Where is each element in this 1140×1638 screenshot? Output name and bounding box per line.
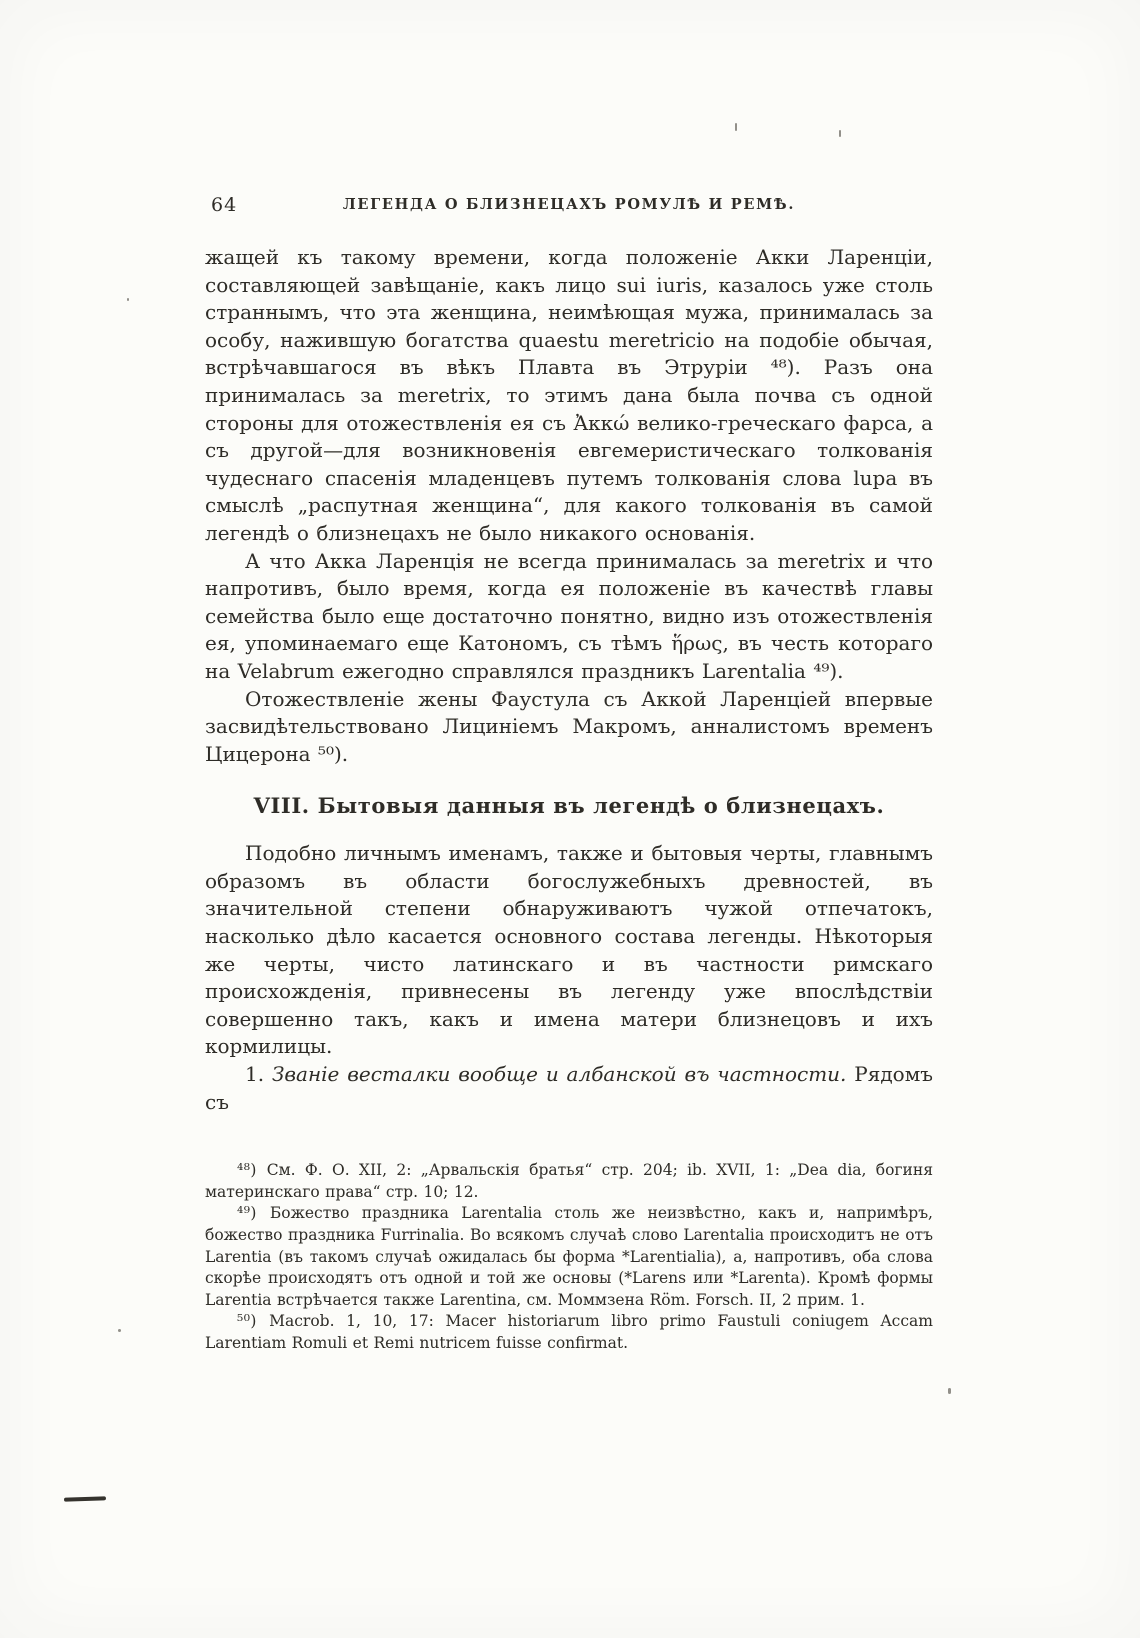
- page-header: [205, 192, 933, 222]
- scan-speck: [127, 298, 129, 301]
- scan-speck: [839, 130, 841, 137]
- footnote: [205, 1311, 933, 1354]
- item-italic-lead: Званіе весталки вообще и албанской въ частности.: [271, 1062, 847, 1087]
- item-number: 1.: [245, 1062, 272, 1087]
- section-heading: VIII. Бытовыя данныя въ легендѣ о близнецахъ.: [253, 793, 885, 819]
- footnote: [205, 1160, 933, 1203]
- text-block: [205, 192, 933, 1355]
- scan-speck: [948, 1388, 951, 1394]
- footnote-text: Божество праздника Larentalia столь же неизвѣстно, какъ и, напримѣръ, божество праздника Furrinalia. Во всякомъ случаѣ слово Larentalia происходитъ не отъ Larentia (въ такомъ случаѣ ожидалась бы форма *Larentialia), а, напротивъ, оба слова скорѣе происходятъ отъ одной и той же основы (*Larens или *Larenta). Кромѣ формы Larentia встрѣчается также Larentina, см. Моммзена Röm. Forsch. II, 2 прим. 1.: [205, 1204, 933, 1309]
- footnote-marker: ⁴⁸): [237, 1161, 267, 1180]
- footnote-marker: ⁴⁹): [237, 1204, 270, 1223]
- footnote-text: Macrob. 1, 10, 17: Macer historiarum libro primo Faustuli coniugem Accam Larentiam Romuli et Remi nutricem fuisse confirmat.: [205, 1312, 933, 1352]
- running-header: ЛЕГЕНДА О БЛИЗНЕЦАХЪ РОМУЛѢ И РЕМѢ.: [342, 196, 796, 213]
- footnote-marker: ⁵⁰): [237, 1312, 270, 1331]
- printers-dash-mark: [64, 1496, 106, 1501]
- page-number: 64: [211, 194, 238, 216]
- paragraph: Подобно личнымъ именамъ, также и бытовыя черты, главнымъ образомъ въ области богослужебныхъ древностей, въ значительной степени обнаруживаютъ чужой отпечатокъ, насколько дѣло касается основного состава легенды. Нѣкоторыя же черты, чисто латинскаго и въ частности римскаго происхожденія, привнесены въ легенду уже впослѣдствіи совершенно такъ, какъ и имена матери близнецовъ и ихъ кормилицы.: [205, 841, 933, 1059]
- footnote: [205, 1203, 933, 1311]
- paragraph-continuation: жащей къ такому времени, когда положеніе Акки Ларенціи, составляющей завѣщаніе, какъ лицо sui iuris, казалось уже столь страннымъ, что эта женщина, неимѣющая мужа, принималась за особу, нажившую богатства quaestu meretricio на подобіе обычая, встрѣчавшагося въ вѣкъ Плавта въ Этруріи ⁴⁸). Разъ она принималась за meretrix, то этимъ дана была почва съ одной стороны для отожествленія ея съ Ἀκκώ велико-греческаго фарса, а съ другой—для возникновенія евгемеристическаго толкованія чудеснаго спасенія младенцевъ путемъ толкованія слова lupa въ смыслѣ „распутная женщина“, для какого толкованія въ самой легендѣ о близнецахъ не было никакого основанія.: [205, 245, 933, 545]
- scan-speck: [735, 123, 737, 131]
- footnote-text: См. Ф. О. XII, 2: „Арвальскія братья“ стр. 204; ib. XVII, 1: „Dea dia, богиня материнскаго права“ стр. 10; 12.: [205, 1161, 933, 1201]
- footnotes-section: [205, 1160, 933, 1354]
- scan-speck: [118, 1329, 121, 1332]
- paragraph-numbered-item: [205, 1061, 933, 1116]
- paragraph: Отожествленіе жены Фаустула съ Аккой Ларенціей впервые засвидѣтельствовано Лициніемъ Макромъ, анналистомъ временъ Цицерона ⁵⁰).: [205, 686, 933, 766]
- item-rest: Рядомъ съ: [205, 1062, 933, 1114]
- paragraph: А что Акка Ларенція не всегда принималась за meretrix и что напротивъ, было время, когда ея положеніе въ качествѣ главы семейства было еще достаточно понятно, видно изъ отожествленія ея, упоминаемаго еще Катономъ, съ тѣмъ ἥρως, въ честь котораго на Velabrum ежегодно справлялся праздникъ Larentalia ⁴⁹).: [205, 548, 933, 683]
- body-text: [205, 244, 933, 1116]
